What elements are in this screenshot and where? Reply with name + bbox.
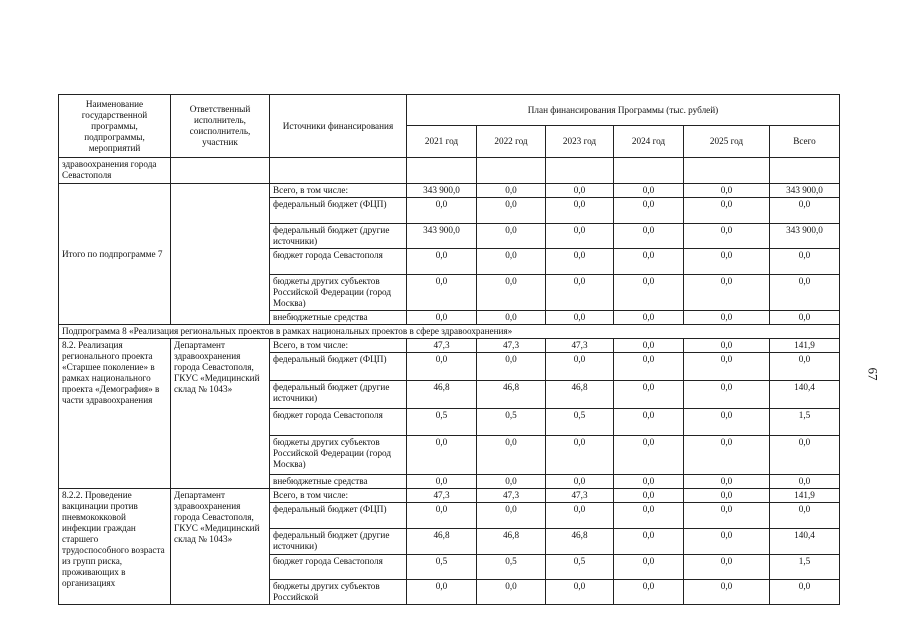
value-cell: 343 900,0 [770,224,840,249]
value-cell: 0,0 [614,555,684,580]
source-cell: федеральный бюджет (ФЦП) [270,353,407,381]
value-cell: 46,8 [407,381,477,409]
value-cell: 0,0 [684,275,770,311]
value-cell: 0,0 [546,311,614,325]
source-cell: бюджеты других субъектов Российской Федерации (город Москва) [270,275,407,311]
value-cell: 140,4 [770,381,840,409]
table-body [59,95,840,605]
header-year-2023: 2023 год [546,126,614,158]
value-cell: 0,5 [407,555,477,580]
value-cell: 0,0 [614,489,684,503]
value-cell: 0,0 [684,555,770,580]
value-cell: 0,0 [477,184,546,198]
value-cell: 0,0 [477,436,546,475]
value-cell: 0,0 [684,529,770,555]
value-cell: 0,0 [614,381,684,409]
source-cell: бюджеты других субъектов Российской Федерации (город Москва) [270,436,407,475]
value-cell: 0,0 [614,436,684,475]
header-executor: Ответственный исполнитель, соисполнитель, участник [171,95,270,158]
value-cell: 0,0 [407,198,477,224]
continuation-name: здравоохранения города Севастополя [59,158,171,184]
value-cell: 141,9 [770,339,840,353]
value-cell: 0,0 [477,311,546,325]
value-cell: 0,0 [770,311,840,325]
header-name: Наименование государственной программы, подпрограммы, мероприятий [59,95,171,158]
source-cell: внебюджетные средства [270,311,407,325]
value-cell: 0,0 [614,224,684,249]
source-cell: внебюджетные средства [270,475,407,489]
value-cell: 46,8 [477,381,546,409]
header-year-2021: 2021 год [407,126,477,158]
value-cell: 0,0 [477,475,546,489]
value-cell: 0,0 [477,224,546,249]
value-cell: 0,0 [407,353,477,381]
value-cell: 0,0 [684,409,770,436]
value-cell: 0,0 [614,198,684,224]
value-cell: 0,0 [684,489,770,503]
value-cell: 0,0 [477,580,546,605]
value-cell: 0,5 [546,555,614,580]
value-cell: 0,0 [684,198,770,224]
financing-table [58,94,840,605]
value-cell: 46,8 [407,529,477,555]
value-cell: 0,0 [684,339,770,353]
value-cell: 0,0 [546,198,614,224]
value-cell: 0,0 [770,436,840,475]
table-row [59,184,840,198]
value-cell: 0,0 [407,475,477,489]
value-cell: 47,3 [477,339,546,353]
value-cell: 0,0 [770,503,840,529]
value-cell: 0,0 [770,475,840,489]
value-cell: 0,0 [407,275,477,311]
value-cell: 0,0 [546,184,614,198]
source-cell: бюджеты других субъектов Российской [270,580,407,605]
value-cell: 0,0 [770,580,840,605]
value-cell: 0,0 [407,249,477,275]
value-cell: 0,0 [407,580,477,605]
value-cell: 0,0 [614,249,684,275]
source-cell: бюджет города Севастополя [270,249,407,275]
value-cell: 0,5 [477,555,546,580]
header-row-1 [59,95,840,126]
value-cell: 0,0 [546,224,614,249]
value-cell: 0,0 [614,475,684,489]
value-cell: 0,0 [546,580,614,605]
source-cell: федеральный бюджет (ФЦП) [270,198,407,224]
value-cell: 0,0 [684,311,770,325]
block-8-2-2-name: 8.2.2. Проведение вакцинации против пневмококковой инфекции граждан старшего трудоспособного возраста из групп риска, проживающих в организациях [59,489,171,605]
value-cell: 47,3 [407,339,477,353]
value-cell: 0,0 [770,353,840,381]
value-cell: 0,0 [614,409,684,436]
value-cell: 0,0 [546,436,614,475]
value-cell: 0,0 [770,275,840,311]
value-cell: 46,8 [477,529,546,555]
value-cell: 0,0 [770,249,840,275]
block-8-2-executor: Департамент здравоохранения города Севастополя, ГКУС «Медицинский склад № 1043» [171,339,270,489]
value-cell: 0,0 [546,475,614,489]
table-row [59,489,840,503]
value-cell: 141,9 [770,489,840,503]
value-cell: 343 900,0 [407,224,477,249]
value-cell: 47,3 [546,489,614,503]
value-cell: 0,0 [614,503,684,529]
value-cell: 1,5 [770,555,840,580]
itogo-executor [171,184,270,325]
value-cell: 140,4 [770,529,840,555]
source-cell: федеральный бюджет (другие источники) [270,381,407,409]
value-cell: 0,0 [614,339,684,353]
value-cell: 0,0 [407,503,477,529]
value-cell: 0,0 [614,353,684,381]
subprogram8-title: Подпрограмма 8 «Реализация региональных проектов в рамках национальных проектов в сфере здравоохранения» [59,325,840,339]
value-cell: 0,0 [477,503,546,529]
block-8-2-name: 8.2. Реализация регионального проекта «Старшее поколение» в рамках национального проекта «Демография» в части здравоохранения [59,339,171,489]
value-cell: 0,0 [614,529,684,555]
value-cell: 0,5 [477,409,546,436]
value-cell: 46,8 [546,381,614,409]
page-number: 67 [865,367,881,381]
source-cell: федеральный бюджет (другие источники) [270,224,407,249]
value-cell: 0,0 [770,198,840,224]
value-cell: 46,8 [546,529,614,555]
value-cell: 1,5 [770,409,840,436]
block-8-2-2-executor: Департамент здравоохранения города Севастополя, ГКУС «Медицинский склад № 1043» [171,489,270,605]
value-cell: 0,0 [684,503,770,529]
value-cell: 0,0 [407,311,477,325]
value-cell: 0,0 [684,381,770,409]
value-cell: 0,5 [546,409,614,436]
source-cell: Всего, в том числе: [270,489,407,503]
value-cell: 0,5 [407,409,477,436]
value-cell: 0,0 [477,198,546,224]
value-cell: 0,0 [684,224,770,249]
source-cell: федеральный бюджет (ФЦП) [270,503,407,529]
value-cell: 0,0 [614,311,684,325]
value-cell: 0,0 [477,275,546,311]
value-cell: 0,0 [614,275,684,311]
header-total: Всего [770,126,840,158]
header-year-2022: 2022 год [477,126,546,158]
value-cell: 0,0 [614,580,684,605]
value-cell: 0,0 [684,353,770,381]
value-cell: 0,0 [546,249,614,275]
header-year-2025: 2025 год [684,126,770,158]
value-cell: 0,0 [684,184,770,198]
value-cell: 47,3 [546,339,614,353]
value-cell: 0,0 [546,275,614,311]
table-row [59,339,840,353]
source-cell: бюджет города Севастополя [270,555,407,580]
header-year-2024: 2024 год [614,126,684,158]
source-cell: Всего, в том числе: [270,184,407,198]
value-cell: 0,0 [477,249,546,275]
value-cell: 47,3 [477,489,546,503]
value-cell: 0,0 [684,580,770,605]
value-cell: 0,0 [684,475,770,489]
value-cell: 0,0 [684,249,770,275]
source-cell: федеральный бюджет (другие источники) [270,529,407,555]
value-cell: 343 900,0 [407,184,477,198]
value-cell: 0,0 [407,436,477,475]
itogo-name: Итого по подпрограмме 7 [59,184,171,325]
value-cell: 0,0 [546,353,614,381]
continuation-row [59,158,840,184]
source-cell: Всего, в том числе: [270,339,407,353]
value-cell: 343 900,0 [770,184,840,198]
value-cell: 0,0 [684,436,770,475]
source-cell: бюджет города Севастополя [270,409,407,436]
subprogram-row [59,325,840,339]
value-cell: 0,0 [477,353,546,381]
header-plan: План финансирования Программы (тыс. рублей) [407,95,840,126]
value-cell: 0,0 [614,184,684,198]
value-cell: 0,0 [546,503,614,529]
value-cell: 47,3 [407,489,477,503]
header-sources: Источники финансирования [270,95,407,158]
